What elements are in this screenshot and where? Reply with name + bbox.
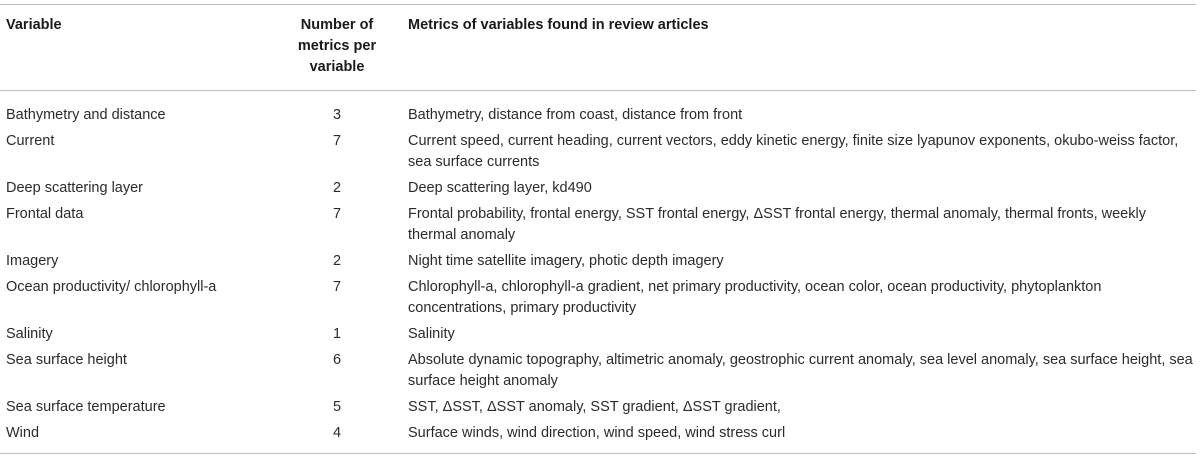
header-variable: Variable (0, 5, 266, 91)
metrics-table (0, 4, 1196, 454)
table-header (0, 5, 1196, 91)
cell-variable: Imagery (6, 253, 59, 269)
cell-count: 2 (332, 253, 342, 269)
table-row (0, 324, 1196, 350)
cell-variable: Deep scattering layer (6, 180, 144, 196)
header-metrics: Metrics of variables found in review articles (408, 5, 1196, 91)
cell-variable: Frontal data (6, 206, 84, 222)
table-body (0, 91, 1196, 454)
table-row (0, 350, 1196, 397)
cell-variable: Bathymetry and distance (6, 107, 166, 123)
cell-variable: Wind (0, 423, 266, 454)
header-number-line2: metrics per (297, 38, 377, 54)
cell-metrics: Night time satellite imagery, photic depth imagery (408, 253, 724, 269)
cell-metrics: Surface winds, wind direction, wind speed, wind stress curl (408, 423, 1196, 454)
header-number-line1: Number of (300, 17, 374, 33)
cell-variable: Ocean productivity/ chlorophyll-a (6, 279, 217, 295)
cell-variable: Sea surface temperature (6, 399, 166, 415)
header-number-line3: variable (309, 59, 365, 75)
cell-count: 1 (332, 326, 342, 342)
cell-count: 2 (332, 180, 342, 196)
cell-count: 5 (332, 399, 342, 415)
cell-metrics: SST, ΔSST, ΔSST anomaly, SST gradient, ΔSST gradient, (408, 399, 781, 415)
cell-variable: Current (6, 133, 55, 149)
cell-metrics: Deep scattering layer, kd490 (408, 180, 592, 196)
cell-metrics: Frontal probability, frontal energy, SST frontal energy, ΔSST frontal energy, thermal anomaly, thermal fronts, weekly thermal anomaly (408, 206, 1146, 243)
header-row (0, 5, 1196, 91)
table-row (0, 251, 1196, 277)
cell-count: 7 (332, 279, 342, 295)
table-row (0, 178, 1196, 204)
table-row (0, 397, 1196, 423)
cell-variable: Salinity (6, 326, 53, 342)
table-row (0, 91, 1196, 132)
cell-metrics: Bathymetry, distance from coast, distance from front (408, 107, 743, 123)
cell-count: 7 (332, 206, 342, 222)
cell-metrics: Current speed, current heading, current vectors, eddy kinetic energy, finite size lyapunov exponents, okubo-weiss factor, sea surface currents (408, 133, 1179, 170)
cell-variable: Sea surface height (6, 352, 127, 368)
cell-count: 7 (332, 133, 342, 149)
cell-metrics: Salinity (408, 326, 455, 342)
table-row (0, 423, 1196, 454)
cell-count: 3 (332, 107, 342, 123)
cell-metrics: Chlorophyll-a, chlorophyll-a gradient, net primary productivity, ocean color, ocean productivity, phytoplankton concentrations, primary productivity (408, 279, 1102, 316)
table-row (0, 277, 1196, 324)
cell-count: 6 (332, 352, 342, 368)
table-row (0, 131, 1196, 178)
cell-metrics: Absolute dynamic topography, altimetric anomaly, geostrophic current anomaly, sea level anomaly, sea surface height, sea surface height anomaly (408, 352, 1193, 389)
cell-count: 4 (266, 423, 408, 454)
table-row (0, 204, 1196, 251)
header-number-of-metrics (266, 5, 408, 91)
